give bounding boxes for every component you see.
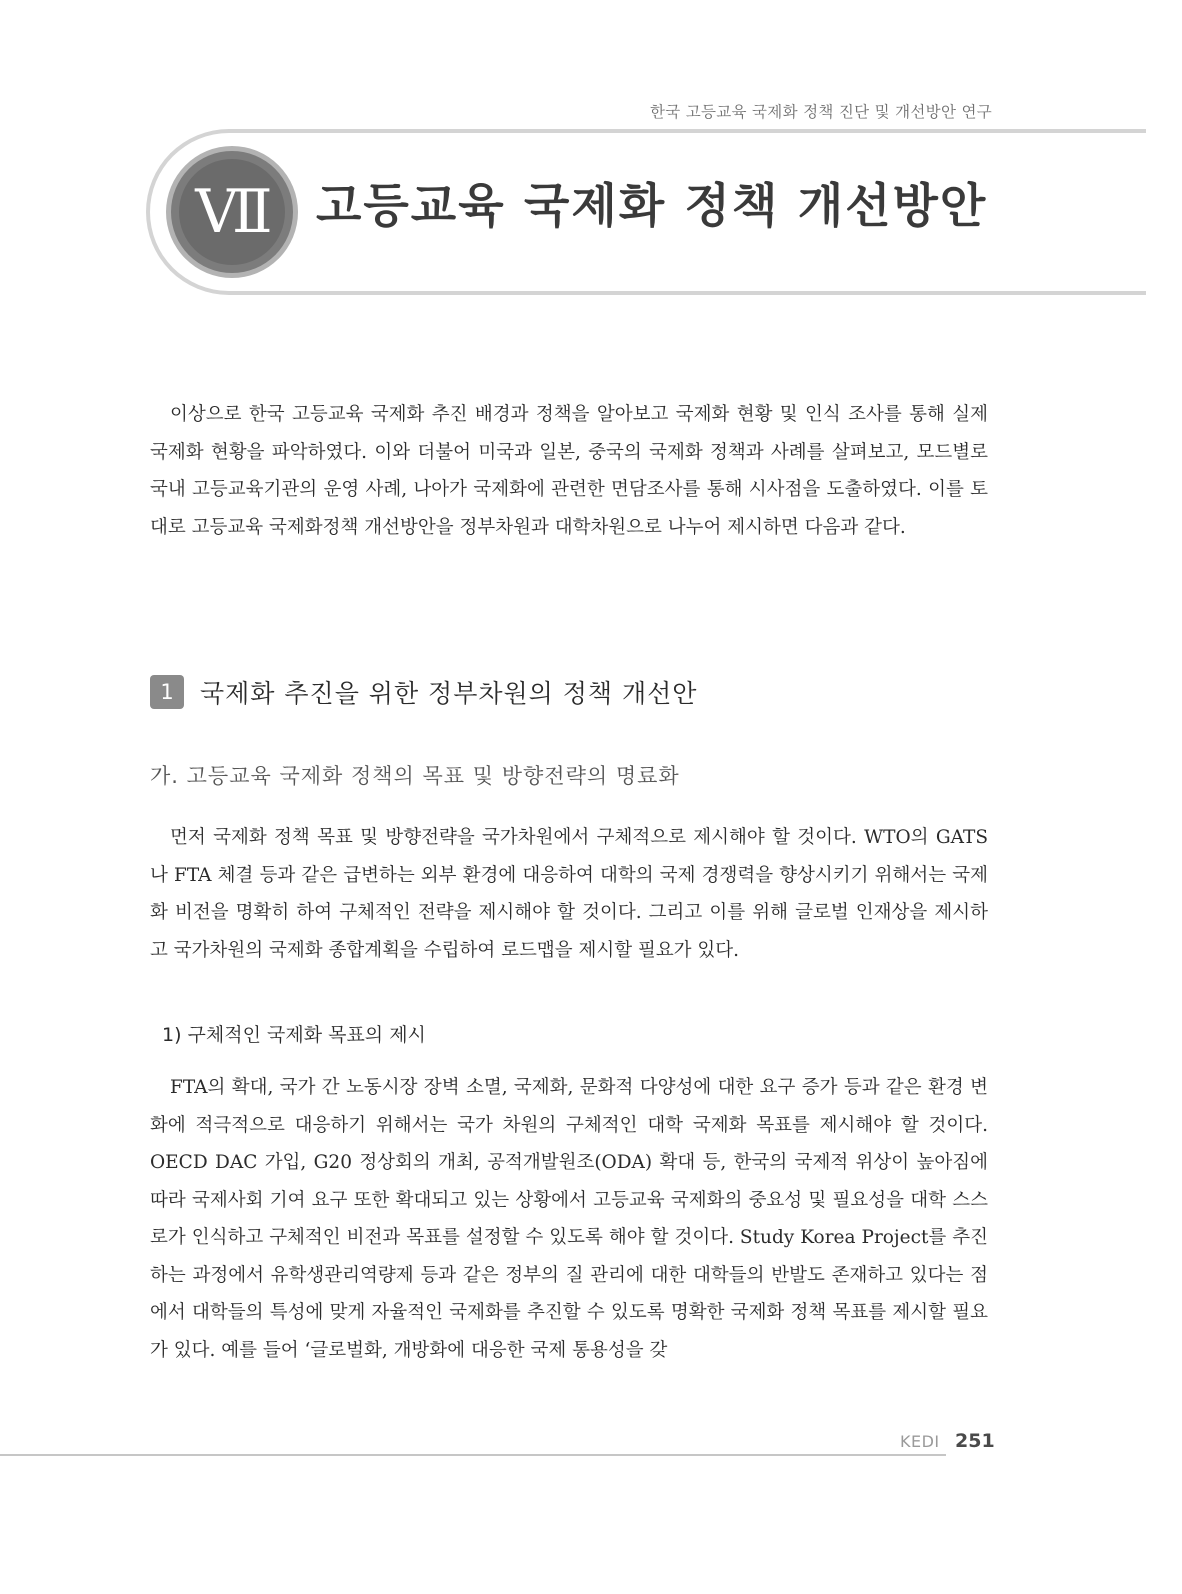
footer-org: KEDI bbox=[900, 1432, 940, 1451]
running-header: 한국 고등교육 국제화 정책 진단 및 개선방안 연구 bbox=[649, 103, 992, 121]
subsection-title: 가. 고등교육 국제화 정책의 목표 및 방향전략의 명료화 bbox=[150, 764, 680, 788]
footer-divider bbox=[0, 1454, 946, 1456]
section-number-badge: 1 bbox=[150, 675, 184, 709]
item-heading: 1) 구체적인 국제화 목표의 제시 bbox=[162, 1024, 426, 1046]
subsection-paragraph: 먼저 국제화 정책 목표 및 방향전략을 국가차원에서 구체적으로 제시해야 할 것이다. WTO의 GATS나 FTA 체결 등과 같은 급변하는 외부 환경에 대응하여 대학의 국제 경쟁력을 향상시키기 위해서는 국제화 비전을 명확히 하여 구체적인 전략을 제시해야 할 것이다. 그리고 이를 위해 글로벌 인재상을 제시하고 국가차원의 국제화 종합계획을 수립하여 로드맵을 제시할 필요가 있다. bbox=[150, 827, 988, 961]
section-heading bbox=[150, 674, 697, 710]
chapter-numeral: Ⅶ bbox=[195, 177, 269, 247]
item-paragraph: FTA의 확대, 국가 간 노동시장 장벽 소멸, 국제화, 문화적 다양성에 대한 요구 증가 등과 같은 환경 변화에 적극적으로 대응하기 위해서는 국가 차원의 구체적인 대학 국제화 목표를 제시해야 할 것이다. OECD DAC 가입, G20 정상회의 개최, 공적개발원조(ODA) 확대 등, 한국의 국제적 위상이 높아짐에 따라 국제사회 기여 요구 또한 확대되고 있는 상황에서 고등교육 국제화의 중요성 및 필요성을 대학 스스로가 인식하고 구체적인 비전과 목표를 설정할 수 있도록 해야 할 것이다. Study Korea Project를 추진하는 과정에서 유학생관리역량제 등과 같은 정부의 질 관리에 대한 대학들의 반발도 존재하고 있다는 점에서 대학들의 특성에 맞게 자율적인 국제화를 추진할 수 있도록 명확한 국제화 정책 목표를 제시할 필요가 있다. 예를 들어 ‘글로벌화, 개방화에 대응한 국제 통용성을 갖 bbox=[150, 1077, 988, 1361]
intro-paragraph: 이상으로 한국 고등교육 국제화 추진 배경과 정책을 알아보고 국제화 현황 및 인식 조사를 통해 실제 국제화 현황을 파악하였다. 이와 더불어 미국과 일본, 중국의 국제화 정책과 사례를 살펴보고, 모드별로 국내 고등교육기관의 운영 사례, 나아가 국제화에 관련한 면담조사를 통해 시사점을 도출하였다. 이를 토대로 고등교육 국제화정책 개선방안을 정부차원과 대학차원으로 나누어 제시하면 다음과 같다. bbox=[150, 404, 988, 538]
chapter-title: 고등교육 국제화 정책 개선방안 bbox=[316, 179, 988, 234]
page-number: 251 bbox=[955, 1430, 995, 1452]
section-title: 국제화 추진을 위한 정부차원의 정책 개선안 bbox=[200, 679, 698, 708]
chapter-number-badge bbox=[171, 151, 293, 273]
chapter-number-badge-inner bbox=[179, 159, 285, 265]
